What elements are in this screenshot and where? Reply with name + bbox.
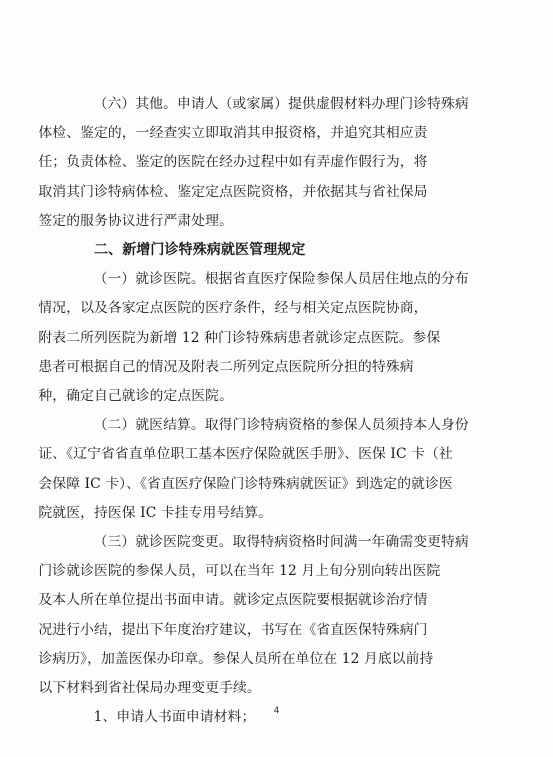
text-line: （二）就医结算。取得门诊特病资格的参保人员须持本人身份 xyxy=(93,417,469,434)
text-line: 以下材料到省社保局办理变更手续。 xyxy=(38,680,261,697)
text-line: 体检、鉴定的，一经查实立即取消其申报资格，并追究其相应责 xyxy=(38,125,428,142)
text-line: （六）其他。申请人（或家属）提供虚假材料办理门诊特殊病 xyxy=(93,96,469,112)
paragraph-hospital xyxy=(38,265,484,411)
text-line: 证、《辽宁省省直单位职工基本医疗保险就医手册》、医保 IC 卡（社 xyxy=(38,446,453,463)
text-line: 附表二所列医院为新增 12 种门诊特殊病患者就诊定点医院。参保 xyxy=(38,329,441,346)
paragraph-change xyxy=(38,528,484,703)
paragraph-other xyxy=(38,90,484,236)
section-heading: 二、新增门诊特殊病就医管理规定 xyxy=(94,242,306,259)
paragraph-settlement xyxy=(38,411,484,528)
page-number: 4 xyxy=(273,706,280,716)
text-line: 签定的服务协议进行严肃处理。 xyxy=(38,212,233,229)
document-body xyxy=(38,90,484,732)
text-line: 取消其门诊特病体检、鉴定定点医院资格，并依据其与省社保局 xyxy=(38,183,428,200)
text-line: 会保障 IC 卡）、《省直医疗保险门诊特殊病就医证》到选定的就诊医 xyxy=(38,475,453,492)
text-line: （三）就诊医院变更。取得特病资格时间满一年确需变更特病 xyxy=(93,534,469,551)
text-line: 及本人所在单位提出书面申请。就诊定点医院要根据就诊治疗情 xyxy=(38,592,428,609)
text-line: （一）就诊医院。根据省直医疗保险参保人员居住地点的分布 xyxy=(93,271,469,288)
text-line: 况进行小结，提出下年度治疗建议，书写在《省直医保特殊病门 xyxy=(38,621,428,638)
text-line: 门诊就诊医院的参保人员，可以在当年 12 月上旬分别向转出医院 xyxy=(38,563,441,580)
text-line: 种，确定自己就诊的定点医院。 xyxy=(38,388,233,405)
list-item: 1、申请人书面申请材料； xyxy=(93,709,256,726)
text-line: 院就医，持医保 IC 卡挂专用号结算。 xyxy=(38,504,273,521)
text-line: 情况，以及各家定点医院的医疗条件，经与相关定点医院协商， xyxy=(38,300,428,317)
text-line: 任；负责体检、鉴定的医院在经办过程中如有弄虚作假行为，将 xyxy=(38,154,428,171)
text-line: 诊病历》，加盖医保办印章。参保人员所在单位在 12 月底以前持 xyxy=(38,650,434,667)
text-line: 患者可根据自己的情况及附表二所列定点医院所分担的特殊病 xyxy=(38,358,414,375)
